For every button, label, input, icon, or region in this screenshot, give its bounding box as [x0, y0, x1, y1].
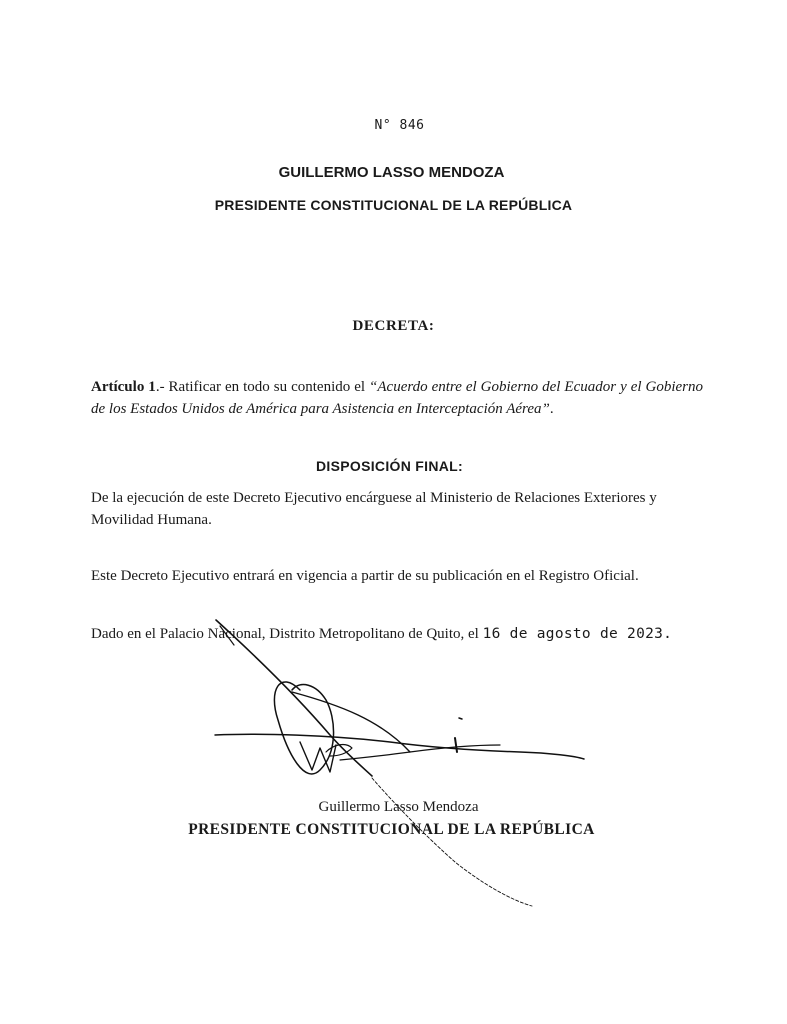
final-provision-heading: DISPOSICIÓN FINAL:	[316, 458, 463, 474]
article-label: Artículo 1	[91, 379, 156, 395]
article-end: .	[549, 401, 554, 417]
given-at-text: Dado en el Palacio Nacional, Distrito Metropolitano de Quito, el	[91, 626, 483, 642]
effective-date-text: Este Decreto Ejecutivo entrará en vigencia a partir de su publicación en el Registro Oficial.	[91, 568, 639, 584]
article-lead: .- Ratificar en todo su contenido el	[155, 379, 370, 395]
signer-title: PRESIDENTE CONSTITUCIONAL DE LA REPÚBLICA	[188, 821, 595, 838]
signer-name: Guillermo Lasso Mendoza	[318, 799, 479, 815]
issuer-title: PRESIDENTE CONSTITUCIONAL DE LA REPÚBLICA	[214, 197, 573, 213]
given-at-line	[91, 623, 703, 645]
decreta-heading: DECRETA:	[352, 318, 435, 334]
issuer-name: GUILLERMO LASSO MENDOZA	[278, 164, 505, 181]
date-stamp: 16 de agosto de 2023.	[482, 626, 673, 642]
article-1	[91, 376, 703, 420]
final-provision-text: De la ejecución de este Decreto Ejecutivo encárguese al Ministerio de Relaciones Exteriores y Movilidad Humana.	[91, 490, 657, 528]
decree-number: N° 846	[374, 118, 425, 133]
agreement-title: “Acuerdo entre el Gobierno del Ecuador y el Gobierno de los Estados Unidos de América para Asistencia en Interceptación Aérea”	[91, 379, 704, 417]
